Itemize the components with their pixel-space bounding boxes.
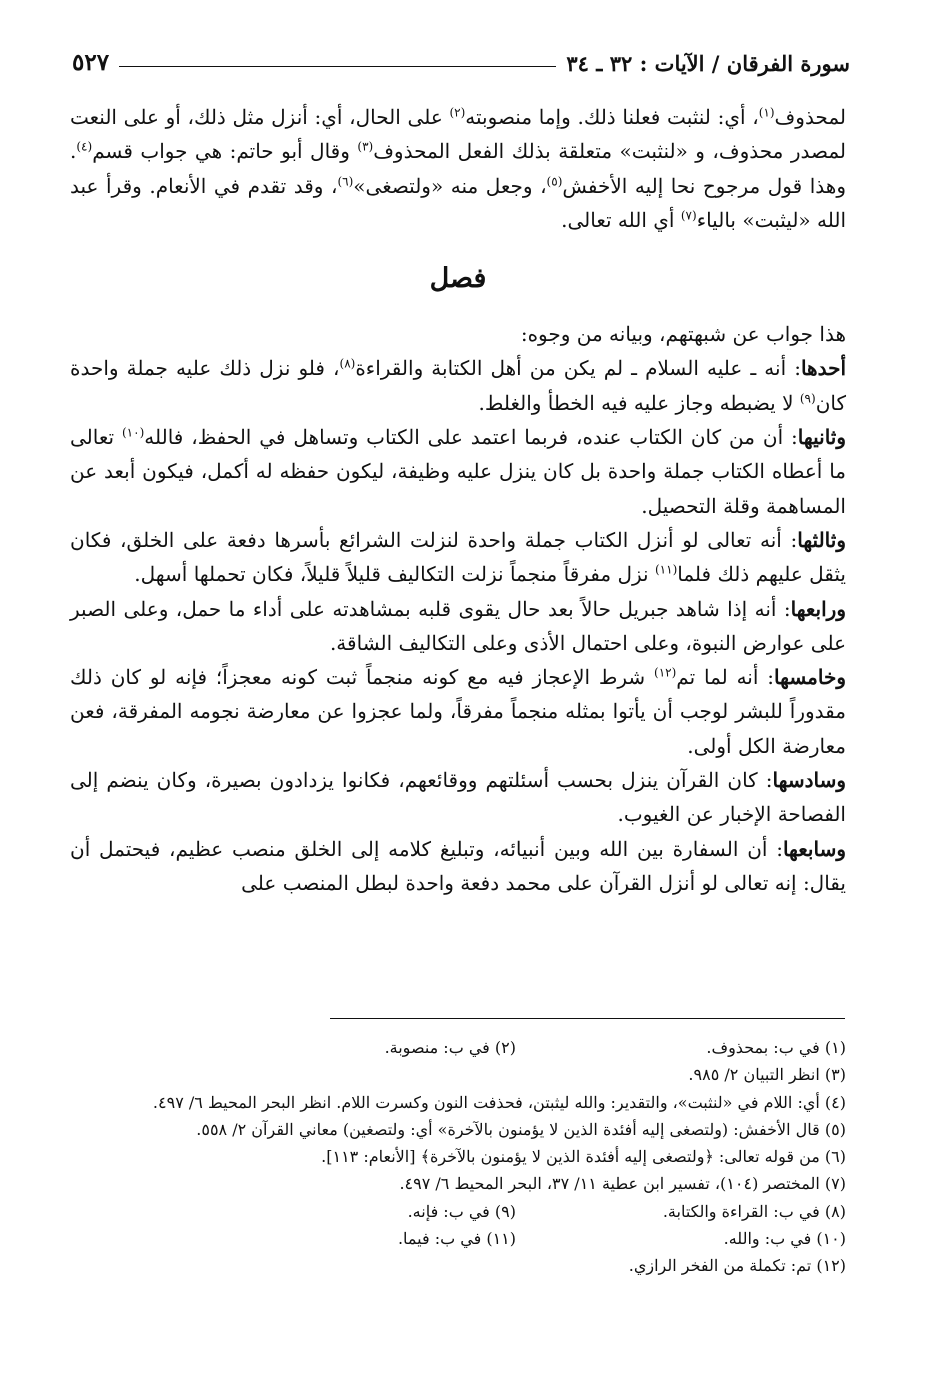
- footnote-row: [70, 1252, 846, 1279]
- point-seventh-lead: وسابعها: [782, 836, 846, 861]
- point-first-text-c: لا يضبطه وجاز عليه فيه الخطأ والغلط.: [478, 390, 800, 415]
- header-title: سورة الفرقان / الآيات : ٣٢ ـ ٣٤: [566, 51, 850, 76]
- point-second-text-a: : أن من كان الكتاب عنده، فربما اعتمد على الكتاب وتساهل في الحفظ، فالله: [144, 425, 798, 450]
- footnote-ref-1: (١): [758, 105, 775, 120]
- intro-text-1: لمحذوف: [774, 105, 847, 129]
- footnote-ref-5: (٥): [546, 173, 563, 188]
- footnote-ref-10: (١٠): [121, 425, 145, 440]
- footnote-row: [70, 1143, 846, 1170]
- section-heading: فصل: [429, 263, 487, 295]
- footnote-2: (٢) في ب: منصوبة.: [384, 1038, 516, 1057]
- footnote-ref-12: (١٢): [654, 665, 677, 680]
- point-fourth: [70, 592, 846, 661]
- point-fifth-text-b: شرط الإعجاز فيه مع كونه منجماً ثبت كونه معجزاً؛ فإنه لو كان ذلك مقدوراً للبشر لوجب أن يأتوا بمثله منجماً مفرقاً، ولما عجزوا عن معارضة نجومه المفرقة، فعن معارضة الكل أولى.: [70, 665, 846, 758]
- footnote-7: (٧) المختصر (١٠٤)، تفسير ابن عطية ١١/ ٣٧، البحر المحيط ٦/ ٤٩٧.: [399, 1174, 846, 1194]
- footnote-ref-11: (١١): [654, 562, 678, 577]
- footnote-row: [70, 1061, 846, 1088]
- intro-text-6: ، وجعل منه «ولتصغى»: [353, 173, 547, 198]
- main-text: [70, 100, 846, 900]
- running-header: [72, 36, 850, 76]
- footnote-10: (١٠) في ب: والله.: [723, 1229, 846, 1249]
- point-third-text-a: : أنه تعالى لو أنزل الكتاب جملة واحدة لنزلت الشرائع بأسرها دفعة على الخلق، فكان يثقل عليهم ذلك فلما: [70, 527, 846, 587]
- footnote-11: (١١) في ب: فيما.: [397, 1229, 516, 1249]
- footnote-5: (٥) قال الأخفش: (ولتصغى إليه أفئدة الذين لا يؤمنون بالآخرة» أي: ولتصغين) معاني القرآن ٢/ ٥٥٨.: [196, 1119, 846, 1139]
- footnote-ref-4: (٤): [76, 139, 93, 154]
- footnote-row: [70, 1198, 846, 1225]
- intro-paragraph: [70, 100, 846, 237]
- point-seventh-text: : أن السفارة بين الله وبين أنبيائه، وتبليغ كلامه إلى الخلق منصب عظيم، فيحتمل أن يقال: إنه تعالى لو أنزل القرآن على محمد دفعة واحدة لبطل المنصب على: [70, 836, 846, 895]
- point-second-text-b: تعالى ما أعطاه الكتاب جملة واحدة بل كان ينزل عليه وظيفة، ليكون حفظه له أكمل، فيكون أبعد عن المساهمة وقلة التحصيل.: [70, 425, 846, 518]
- point-seventh: [70, 832, 846, 901]
- point-sixth: [70, 763, 846, 832]
- intro-text-8: أي الله تعالى.: [561, 207, 681, 232]
- point-first-text-a: : أنه ـ عليه السلام ـ لم يكن من أهل الكتابة والقراءة: [355, 356, 801, 381]
- footnote-ref-2: (٢): [449, 105, 466, 120]
- footnote-row: [70, 1116, 846, 1143]
- point-fourth-text: : أنه إذا شاهد جبريل حالاً بعد حال يقوى قلبه بمشاهدته على أداء ما حمل، وعلى الصبر على عوارض النبوة، وعلى احتمال الأذى وعلى التكاليف الشاقة.: [70, 596, 846, 655]
- intro-text-5: . وهذا قول مرجوح نحا إليه الأخفش: [70, 139, 846, 198]
- point-fifth-text-a: : أنه لما تم: [676, 665, 775, 690]
- footnote-ref-7: (٧): [680, 208, 697, 223]
- intro-text-2: ، أي: لنثبت فعلنا ذلك. وإما منصوبته: [465, 105, 759, 129]
- intro-text-4: وقال أبو حاتم: هي جواب قسم: [92, 139, 358, 164]
- page-number: ٥٢٧: [72, 49, 110, 76]
- point-sixth-lead: وسادسها: [772, 768, 846, 793]
- footnote-8: (٨) في ب: القراءة والكتابة.: [662, 1201, 846, 1221]
- header-rule: [119, 66, 556, 67]
- footnote-ref-6: (٦): [337, 173, 354, 188]
- footnote-row: [70, 1034, 846, 1061]
- footnote-1: (١) في ب: بمحذوف.: [706, 1038, 846, 1057]
- point-fourth-lead: ورابعها: [790, 596, 846, 621]
- point-third-text-b: نزل مفرقاً منجماً نزلت التكاليف قليلاً قليلاً، فكان تحملها أسهل.: [134, 562, 655, 587]
- intro-text-3: على الحال، أي: أنزل مثل ذلك، أو على النعت لمصدر محذوف، و «لنثبت» متعلقة بذلك الفعل المحذوف: [70, 105, 846, 164]
- point-fifth-lead: وخامسها: [774, 665, 846, 690]
- point-first-text-b: ، فلو نزل ذلك عليه جملة واحدة كان: [70, 356, 846, 415]
- footnotes: [70, 1034, 846, 1280]
- footnote-4: (٤) أي: اللام في «لنثبت»، والتقدير: والله ليثبتن، فحذفت النون وكسرت اللام. انظر البحر المحيط ٦/ ٤٩٧.: [152, 1092, 846, 1112]
- point-second: [70, 420, 846, 523]
- footnote-ref-9: (٩): [799, 391, 816, 406]
- footnote-ref-8: (٨): [339, 356, 356, 371]
- footnote-row: [70, 1089, 846, 1116]
- footnote-6: (٦) من قوله تعالى: ﴿ولتصغى إليه أفئدة الذين لا يؤمنون بالآخرة﴾ [الأنعام: ١١٣].: [321, 1147, 846, 1167]
- footnote-row: [70, 1225, 846, 1252]
- footnote-12: (١٢) تم: تكملة من الفخر الرازي.: [628, 1256, 846, 1276]
- intro-text-7: ، وقد تقدم في الأنعام. وقرأ عبد الله «ليثبت» بالياء: [70, 173, 846, 232]
- footnote-ref-3: (٣): [357, 139, 374, 154]
- point-sixth-text: : كان القرآن ينزل بحسب أسئلتهم ووقائعهم، فكانوا يزدادون بصيرة، وكان ينضم إلى الفصاحة الإخبار عن الغيوب.: [70, 768, 846, 827]
- point-third-lead: وثالثها: [797, 527, 846, 552]
- footnote-3: (٣) انظر التبيان ٢/ ٩٨٥.: [688, 1065, 846, 1085]
- footnote-row: [70, 1170, 846, 1197]
- point-first: [70, 351, 846, 420]
- section-opening: هذا جواب عن شبهتهم، وبيانه من وجوه:: [520, 322, 846, 347]
- point-first-lead: أحدها: [800, 356, 846, 381]
- footnote-separator: [330, 1018, 845, 1019]
- point-second-lead: وثانيها: [797, 425, 847, 450]
- point-fifth: [70, 660, 846, 763]
- point-third: [70, 523, 846, 592]
- footnote-9: (٩) في ب: فإنه.: [407, 1201, 516, 1221]
